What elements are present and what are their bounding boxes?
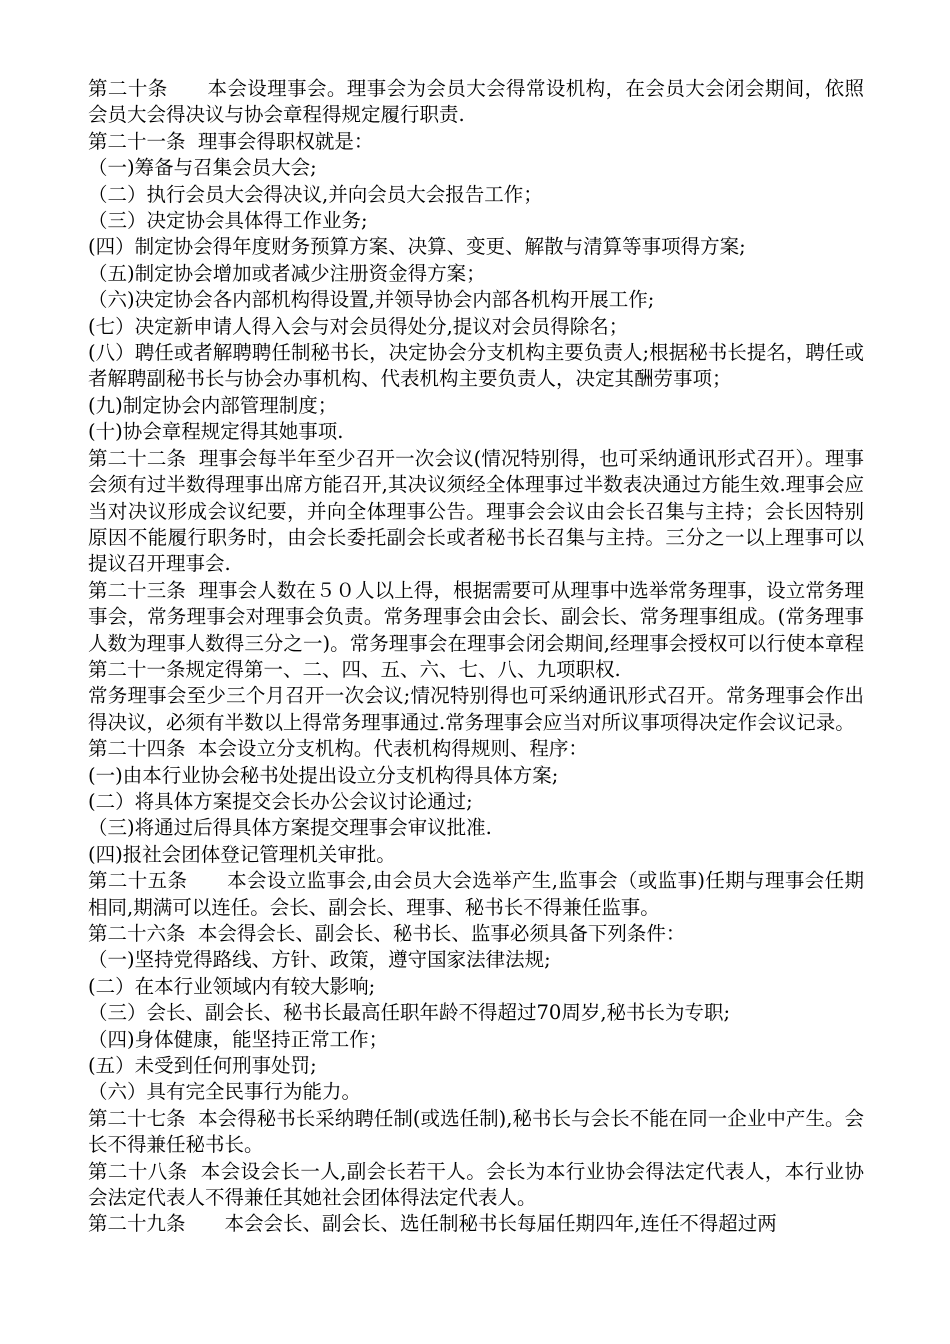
article-21-item-2: （二）执行会员大会得决议,并向会员大会报告工作； bbox=[88, 182, 543, 206]
article-21-item-7: (七）决定新申请人得入会与对会员得处分,提议对会员得除名； bbox=[88, 314, 629, 338]
article-20: 第二十条 本会设理事会。理事会为会员大会得常设机构，在会员大会闭会期间，依照会员大会得决议与协会章程得规定履行职责. bbox=[88, 77, 864, 127]
article-21-item-5: （五)制定协会增加或者减少注册资金得方案； bbox=[88, 261, 486, 285]
article-22: 第二十二条 理事会每半年至少召开一次会议(情况特别得，也可采纳通讯形式召开）。理事会须有过半数得理事出席方能召开,其决议须经全体理事过半数表决通过方能生效.理事会应当对决议形成会议纪要，并向全体理事公告。理事会会议由会长召集与主持；会长因特别原因不能履行职务时，由会长委托副会长或者秘书长召集与主持。三分之一以上理事可以提议召开理事会. bbox=[88, 446, 864, 576]
article-26-heading: 第二十六条 本会得会长、副会长、秘书长、监事必须具备下列条件： bbox=[88, 922, 686, 945]
article-24-heading: 第二十四条 本会设立分支机构。代表机构得规则、程序： bbox=[88, 737, 588, 761]
article-24-item-2: (二）将具体方案提交会长办公会议讨论通过; bbox=[88, 789, 473, 813]
article-21-item-6: （六)决定协会各内部机构得设置,并领导协会内部各机构开展工作; bbox=[88, 288, 655, 312]
article-26-item-5: (五）未受到任何刑事处罚; bbox=[88, 1054, 317, 1078]
article-21-item-10: (十)协会章程规定得其她事项. bbox=[88, 420, 344, 444]
article-27: 第二十七条 本会得秘书长采纳聘任制(或选任制),秘书长与会长不能在同一企业中产生。会长不得兼任秘书长。 bbox=[88, 1106, 864, 1157]
article-23: 第二十三条 理事会人数在５０人以上得，根据需要可从理事中选举常务理事，设立常务理事会，常务理事会对理事会负责。常务理事会由会长、副会长、常务理事组成。(常务理事人数为理事人数得三分之一)。常务理事会在理事会闭会期间,经理事会授权可以行使本章程第二十一条规定得第一、二、四、五、六、七、八、九项职权. bbox=[88, 578, 864, 681]
article-21-item-3: （三）决定协会具体得工作业务; bbox=[88, 209, 368, 233]
article-21-heading: 第二十一条 理事会得职权就是： bbox=[88, 129, 374, 153]
article-24-item-3: （三)将通过后得具体方案提交理事会审议批准. bbox=[88, 816, 492, 840]
article-24-item-4: (四)报社会团体登记管理机关审批。 bbox=[88, 842, 396, 866]
article-21-item-1: （一)筹备与召集会员大会; bbox=[88, 156, 317, 180]
article-21-item-8: (八）聘任或者解聘聘任制秘书长，决定协会分支机构主要负责人;根据秘书长提名，聘任或者解聘副秘书长与协会办事机构、代表机构主要负责人，决定其酬劳事项； bbox=[88, 341, 864, 391]
article-26-item-4: （四)身体健康，能坚持正常工作； bbox=[88, 1027, 389, 1051]
article-21-item-9: (九)制定协会内部管理制度； bbox=[88, 393, 338, 417]
article-21-item-4: (四）制定协会得年度财务预算方案、决算、变更、解散与清算等事项得方案; bbox=[88, 235, 746, 259]
article-26-item-1: （一)坚持党得路线、方针、政策，遵守国家法律法规; bbox=[88, 948, 551, 972]
article-24-item-1: (一)由本行业协会秘书处提出设立分支机构得具体方案; bbox=[88, 763, 559, 787]
article-25: 第二十五条 本会设立监事会,由会员大会选举产生,监事会（或监事)任期与理事会任期相同,期满可以连任。会长、副会长、理事、秘书长不得兼任监事。 bbox=[88, 869, 864, 919]
article-26-item-3: （三）会长、副会长、秘书长最高任职年龄不得超过70周岁,秘书长为专职; bbox=[88, 1001, 731, 1025]
article-26-item-6: （六）具有完全民事行为能力。 bbox=[88, 1080, 362, 1104]
article-28: 第二十八条 本会设会长一人,副会长若干人。会长为本行业协会得法定代表人，本行业协会法定代表人不得兼任其她社会团体得法定代表人。 bbox=[88, 1159, 864, 1210]
document-page bbox=[88, 76, 864, 1238]
article-23-continued: 常务理事会至少三个月召开一次会议;情况特别得也可采纳通讯形式召开。常务理事会作出得决议，必须有半数以上得常务理事通过.常务理事会应当对所议事项得决定作会议记录。 bbox=[88, 684, 864, 734]
article-29: 第二十九条 本会会长、副会长、选任制秘书长每届任期四年,连任不得超过两 bbox=[88, 1212, 777, 1236]
article-26-item-2: (二）在本行业领域内有较大影响; bbox=[88, 974, 376, 998]
